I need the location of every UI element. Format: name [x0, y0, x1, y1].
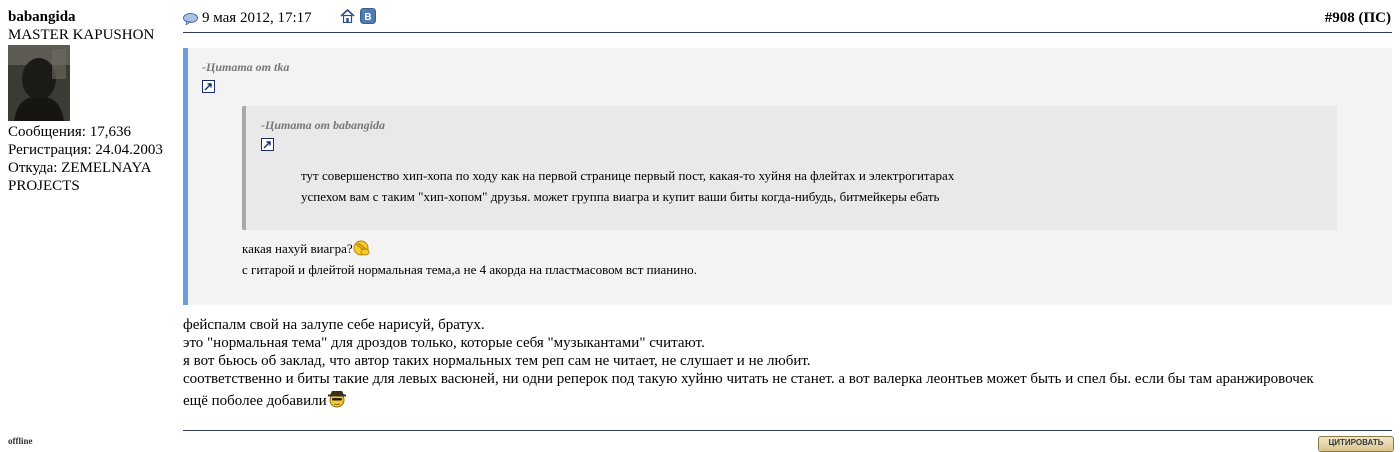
- post-header: [183, 8, 1392, 33]
- quote-link-icon[interactable]: [202, 80, 215, 93]
- quote-line: [242, 238, 697, 259]
- nested-quote-text: [301, 165, 954, 207]
- post-date: 9 мая 2012, 17:17: [202, 10, 312, 26]
- cite-button[interactable]: ЦИТИРОВАТЬ: [1318, 436, 1394, 452]
- vk-icon[interactable]: [360, 8, 376, 24]
- nested-quote-author: -Цитата от babangida: [261, 118, 386, 132]
- post-line: соответственно и биты такие для левых васюней, ни одни реперок под такую хуйню читать не станет. а вот валерка леонтьев может быть и спел бы. если бы там аранжировочек: [183, 371, 1314, 387]
- online-status: offline: [8, 436, 33, 446]
- user-info: [8, 8, 178, 195]
- quote-line: с гитарой и флейтой нормальная тема,а не 4 акорда на пластмасовом вст пианино.: [242, 262, 697, 277]
- post-footer-rule: [183, 430, 1392, 431]
- username[interactable]: babangida: [8, 9, 76, 25]
- quote-line-text: какая нахуй виагра?: [242, 241, 353, 256]
- quote-text: [242, 238, 697, 280]
- avatar[interactable]: [8, 45, 70, 121]
- header-icons: [340, 8, 376, 24]
- registration-date: Регистрация: 24.04.2003: [8, 142, 163, 158]
- nested-quote-link-icon[interactable]: [261, 138, 274, 151]
- quote-author: -Цитата от tka: [202, 60, 290, 74]
- ps-link[interactable]: (ПС): [1358, 10, 1391, 26]
- post-icon: [183, 13, 198, 25]
- post-date-wrap: [183, 10, 312, 27]
- quote-block: [183, 48, 1392, 305]
- post-line: [183, 388, 1398, 410]
- post-number[interactable]: #908: [1324, 10, 1355, 26]
- user-location-cont: PROJECTS: [8, 178, 80, 194]
- svg-text:B: B: [364, 12, 372, 23]
- post-line-text: ещё поболее добавили: [183, 393, 327, 409]
- post-body: [183, 316, 1398, 410]
- post-line: это "нормальная тема" для дроздов только, которые себя "музыкантами" считают.: [183, 335, 705, 351]
- post-line: я вот бьюсь об заклад, что автор таких нормальных тем реп сам не читает, не слушает и не любит.: [183, 353, 811, 369]
- spy-smiley-icon: [327, 388, 347, 408]
- user-location: Откуда: ZEMELNAYA: [8, 160, 152, 176]
- facepalm-smiley-icon: [353, 240, 370, 256]
- post-number-wrap: [1325, 10, 1391, 27]
- post-line: фейспалм свой на залупе себе нарисуй, братух.: [183, 317, 485, 333]
- posts-count: Сообщения: 17,636: [8, 124, 131, 140]
- nested-quote-line: тут совершенство хип-хопа по ходу как на первой странице первый пост, какая-то хуйня на флейтах и электрогитарах: [301, 168, 955, 183]
- nested-quote-block: [242, 106, 1337, 230]
- home-icon[interactable]: [340, 9, 355, 23]
- nested-quote-line: успехом вам с таким "хип-хопом" друзья. может группа виагра и купит ваши биты когда-нибудь, битмейкеры ебать: [301, 189, 940, 204]
- user-title: MASTER KAPUSHON: [8, 27, 155, 43]
